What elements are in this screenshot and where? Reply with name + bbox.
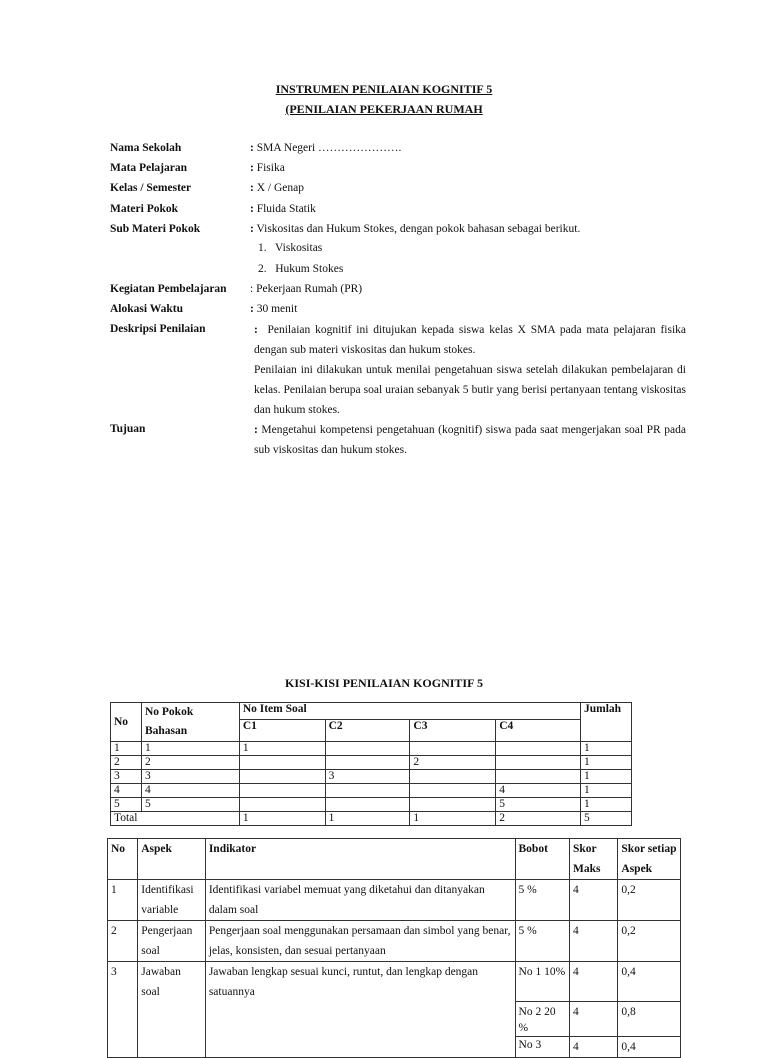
table-cell xyxy=(239,770,325,784)
value-materi-pokok xyxy=(250,203,316,215)
header-c1: C1 xyxy=(239,720,325,742)
label-materi-pokok: Materi Pokok xyxy=(110,203,179,215)
value-deskripsi-p1 xyxy=(254,320,686,360)
table-cell: Identifikasi variabel memuat yang diketahui dan ditanyakan dalam soal xyxy=(205,880,515,921)
table-row xyxy=(111,742,632,756)
table-row xyxy=(111,798,632,812)
table-cell: 2 xyxy=(141,756,239,770)
table-cell: Pengerjaan soal xyxy=(138,921,206,962)
table-cell: 1 xyxy=(108,880,138,921)
table-cell xyxy=(239,798,325,812)
total-jumlah: 5 xyxy=(581,812,632,826)
value-kegiatan: : Pekerjaan Rumah (PR) xyxy=(250,283,363,295)
colon: : xyxy=(254,424,258,436)
table-cell: 5 % xyxy=(515,880,569,921)
label-kelas-semester: Kelas / Semester xyxy=(110,182,192,194)
table-cell: 1 xyxy=(581,742,632,756)
table-row-total xyxy=(111,812,632,826)
table-row xyxy=(111,756,632,770)
table-cell xyxy=(410,798,496,812)
table-cell: 1 xyxy=(581,798,632,812)
table-cell xyxy=(325,756,410,770)
header-aspek: Aspek xyxy=(138,839,206,880)
table-cell xyxy=(410,742,496,756)
header-skor-maks: Skor Maks xyxy=(569,839,617,880)
table-cell: 4 xyxy=(569,880,617,921)
header-no: No xyxy=(108,839,138,880)
table-cell: 5 xyxy=(141,798,239,812)
label-nama-sekolah: Nama Sekolah xyxy=(110,142,182,154)
list-item: 1. Viskositas xyxy=(258,242,323,254)
value-text: Fluida Statik xyxy=(256,203,316,215)
value-alokasi-waktu xyxy=(250,303,297,315)
table-cell: 0,2 xyxy=(618,880,681,921)
table-cell: 4 xyxy=(569,1037,617,1058)
table-cell: 1 xyxy=(239,812,325,826)
value-text: X / Genap xyxy=(256,182,304,194)
table-cell xyxy=(410,784,496,798)
table-cell: 1 xyxy=(581,770,632,784)
label-tujuan: Tujuan xyxy=(110,423,146,435)
header-pokok-bahasan: No Pokok Bahasan xyxy=(141,703,239,742)
table-cell: 1 xyxy=(410,812,496,826)
value-tujuan xyxy=(254,420,686,460)
table-cell: 0,4 xyxy=(618,962,681,1002)
header-jumlah: Jumlah xyxy=(581,703,632,742)
table-cell: No 1 10% xyxy=(515,962,569,1002)
doc-title: INSTRUMEN PENILAIAN KOGNITIF 5 xyxy=(275,82,493,96)
value-text: Penilaian kognitif ini ditujukan kepada siswa kelas X SMA pada mata pelajaran fisika dengan sub materi viskositas dan hukum stokes. xyxy=(254,324,687,356)
table-cell: 4 xyxy=(496,784,581,798)
table-cell: No 2 20 % xyxy=(515,1002,569,1037)
table-cell: 4 xyxy=(111,784,142,798)
table-cell xyxy=(325,784,410,798)
table-cell: 1 xyxy=(325,812,410,826)
colon: : xyxy=(250,203,254,215)
table-cell xyxy=(496,742,581,756)
table-cell: Identifikasi variable xyxy=(138,880,206,921)
table-cell: 4 xyxy=(569,1002,617,1037)
table-row xyxy=(108,962,681,1002)
table-cell: 4 xyxy=(569,962,617,1002)
table-cell xyxy=(496,770,581,784)
header-indikator: Indikator xyxy=(205,839,515,880)
table-cell: 3 xyxy=(325,770,410,784)
value-text: Viskositas dan Hukum Stokes, dengan pokok bahasan sebagai berikut. xyxy=(256,223,581,235)
header-item-soal: No Item Soal xyxy=(239,703,580,720)
table-cell: 1 xyxy=(581,784,632,798)
table-cell: 2 xyxy=(111,756,142,770)
list-item: 2. Hukum Stokes xyxy=(258,263,344,275)
table-cell: 1 xyxy=(239,742,325,756)
table-cell: 5 xyxy=(496,798,581,812)
header-c4: C4 xyxy=(496,720,581,742)
doc-subtitle: (PENILAIAN PEKERJAAN RUMAH xyxy=(285,102,483,116)
table-cell xyxy=(239,756,325,770)
table-cell: Jawaban lengkap sesuai kunci, runtut, dan lengkap dengan satuannya xyxy=(205,962,515,1058)
value-text: 30 menit xyxy=(256,303,298,315)
value-sub-materi xyxy=(250,223,580,235)
header-c2: C2 xyxy=(325,720,410,742)
table-cell: 0,4 xyxy=(618,1037,681,1058)
kisi-title: KISI-KISI PENILAIAN KOGNITIF 5 xyxy=(285,676,483,690)
table-cell: 4 xyxy=(141,784,239,798)
header-no: No xyxy=(111,703,142,742)
table-cell: 3 xyxy=(111,770,142,784)
value-text: Fisika xyxy=(256,162,285,174)
table-cell: 1 xyxy=(111,742,142,756)
kisi-table xyxy=(110,702,632,826)
label-kegiatan: Kegiatan Pembelajaran xyxy=(110,283,227,295)
table-cell: 0,8 xyxy=(618,1002,681,1037)
colon: : xyxy=(250,223,254,235)
table-cell: 5 % xyxy=(515,921,569,962)
table-row xyxy=(111,770,632,784)
value-mata-pelajaran xyxy=(250,162,285,174)
table-cell xyxy=(325,798,410,812)
label-alokasi-waktu: Alokasi Waktu xyxy=(110,303,183,315)
table-cell: No 3 xyxy=(515,1037,569,1058)
table-row xyxy=(111,784,632,798)
value-text: Mengetahui kompetensi pengetahuan (kognitif) siswa pada saat mengerjakan soal PR pada sub viskositas dan hukum stokes. xyxy=(254,424,686,456)
colon: : xyxy=(250,182,254,194)
table-cell: 1 xyxy=(141,742,239,756)
table-cell xyxy=(325,742,410,756)
table-cell: Jawaban soal xyxy=(138,962,206,1058)
colon: : xyxy=(250,162,254,174)
label-deskripsi: Deskripsi Penilaian xyxy=(110,323,206,335)
table-cell: Pengerjaan soal menggunakan persamaan dan simbol yang benar, jelas, konsisten, dan sesuai pertanyaan xyxy=(205,921,515,962)
colon: : xyxy=(254,324,258,336)
header-bobot: Bobot xyxy=(515,839,569,880)
table-cell xyxy=(496,756,581,770)
table-cell: 4 xyxy=(569,921,617,962)
table-cell: 2 xyxy=(410,756,496,770)
colon: : xyxy=(250,303,254,315)
table-cell: 2 xyxy=(496,812,581,826)
table-cell: 0,2 xyxy=(618,921,681,962)
rubrik-table xyxy=(107,838,681,1058)
table-cell: 1 xyxy=(581,756,632,770)
label-sub-materi: Sub Materi Pokok xyxy=(110,223,201,235)
table-row xyxy=(108,880,681,921)
colon: : xyxy=(250,142,254,154)
value-kelas-semester xyxy=(250,182,304,194)
value-deskripsi-p2: Penilaian ini dilakukan untuk menilai pengetahuan siswa setelah dilakukan pembelajaran di kelas. Penilaian berupa soal uraian sebanyak 5 butir yang berisi pertanyaan tentang viskositas dan hukum stokes. xyxy=(254,364,686,416)
table-cell: 5 xyxy=(111,798,142,812)
total-label: Total xyxy=(111,812,240,826)
label-mata-pelajaran: Mata Pelajaran xyxy=(110,162,187,174)
table-cell: 3 xyxy=(108,962,138,1058)
header-skor-setiap-aspek: Skor setiap Aspek xyxy=(618,839,681,880)
table-cell: 3 xyxy=(141,770,239,784)
value-text: SMA Negeri …………………. xyxy=(256,142,402,154)
table-cell xyxy=(239,784,325,798)
table-cell: 2 xyxy=(108,921,138,962)
header-c3: C3 xyxy=(410,720,496,742)
value-nama-sekolah xyxy=(250,142,401,154)
table-row xyxy=(108,921,681,962)
table-cell xyxy=(410,770,496,784)
